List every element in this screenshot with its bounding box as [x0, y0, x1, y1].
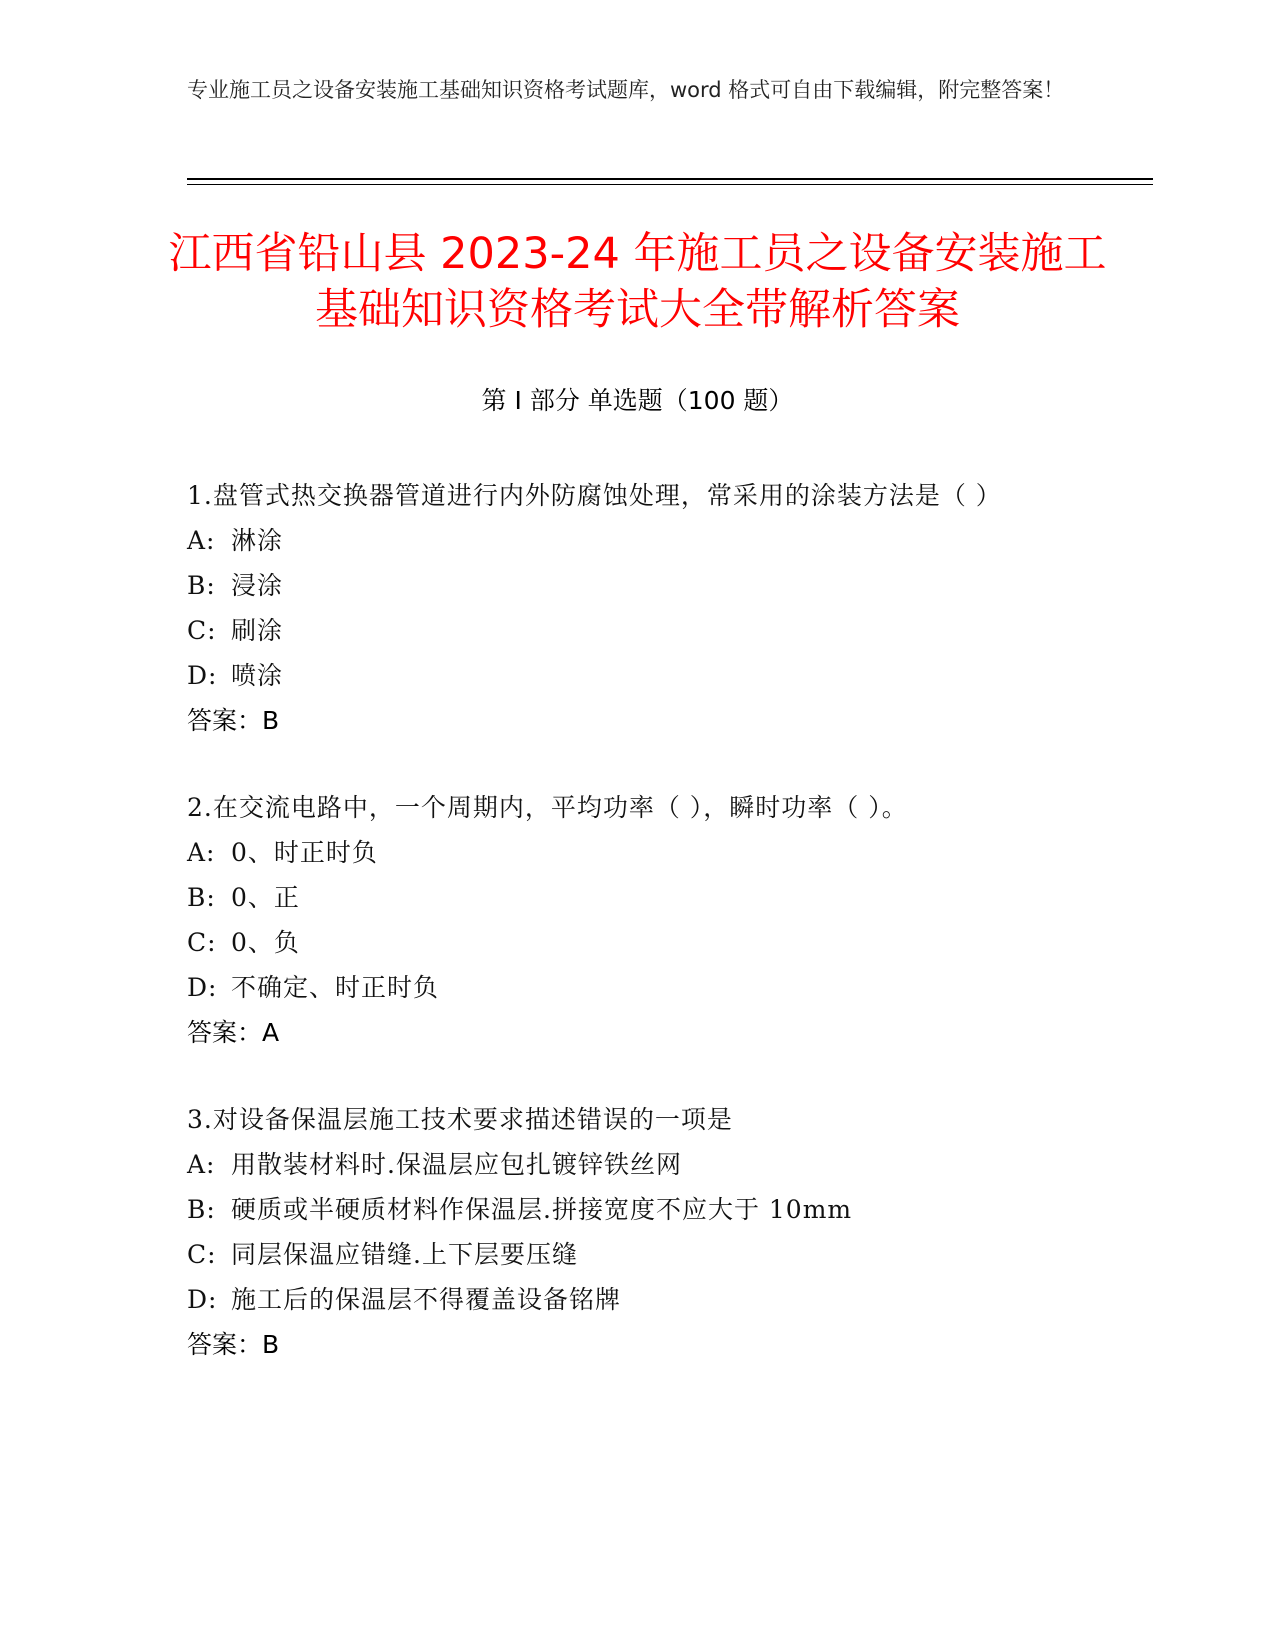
question-stem: 2.在交流电路中，一个周期内，平均功率（ ），瞬时功率（ ）。 [187, 793, 908, 822]
option-d [187, 965, 1067, 1010]
option-key: D: [187, 973, 218, 1002]
question-spacer [187, 1055, 1067, 1098]
option-key: D: [187, 661, 218, 690]
option-text: 浸涂 [231, 571, 284, 600]
answer-line: 答案：A [187, 1018, 280, 1047]
option-c [187, 920, 1067, 965]
question-list [187, 474, 1067, 1367]
header-rule-thin [187, 184, 1153, 185]
option-text: 刷涂 [231, 616, 284, 645]
option-text: 0、负 [231, 928, 300, 957]
section-title: 第 I 部分 单选题（100 题） [481, 386, 794, 415]
option-a [187, 1142, 1067, 1187]
option-b [187, 875, 1067, 920]
option-text: 0、正 [231, 883, 300, 912]
option-d [187, 1277, 1067, 1322]
option-b [187, 1187, 1067, 1232]
option-text: 硬质或半硬质材料作保温层.拼接宽度不应大于 10mm [231, 1195, 853, 1224]
option-text: 淋涂 [231, 526, 284, 555]
answer-line: 答案：B [187, 1330, 280, 1359]
option-text: 0、时正时负 [231, 838, 378, 867]
option-text: 不确定、时正时负 [231, 973, 440, 1002]
option-c [187, 1232, 1067, 1277]
option-key: A: [187, 838, 216, 867]
question-3 [187, 1098, 1067, 1367]
answer-line: 答案：B [187, 706, 280, 735]
option-key: B: [187, 1195, 216, 1224]
option-key: B: [187, 571, 216, 600]
option-b [187, 563, 1067, 608]
option-text: 施工后的保温层不得覆盖设备铭牌 [231, 1285, 622, 1314]
option-a [187, 830, 1067, 875]
option-key: D: [187, 1285, 218, 1314]
option-text: 用散装材料时.保温层应包扎镀锌铁丝网 [231, 1150, 682, 1179]
option-key: B: [187, 883, 216, 912]
option-key: A: [187, 526, 216, 555]
option-c [187, 608, 1067, 653]
question-2 [187, 786, 1067, 1055]
question-stem: 1.盘管式热交换器管道进行内外防腐蚀处理，常采用的涂装方法是（ ） [187, 481, 1002, 510]
header-note: 专业施工员之设备安装施工基础知识资格考试题库，word 格式可自由下载编辑，附完整答案！ [187, 78, 1065, 102]
option-text: 喷涂 [231, 661, 284, 690]
option-key: C: [187, 928, 217, 957]
option-key: A: [187, 1150, 216, 1179]
option-a [187, 518, 1067, 563]
option-text: 同层保温应错缝.上下层要压缝 [231, 1240, 578, 1269]
option-key: C: [187, 1240, 217, 1269]
header-rule-thick [187, 178, 1153, 180]
document-title: 江西省铅山县 2023-24 年施工员之设备安装施工基础知识资格考试大全带解析答案 [168, 229, 1107, 335]
question-1 [187, 474, 1067, 743]
question-stem: 3.对设备保温层施工技术要求描述错误的一项是 [187, 1105, 733, 1134]
option-key: C: [187, 616, 217, 645]
question-spacer [187, 743, 1067, 786]
option-d [187, 653, 1067, 698]
